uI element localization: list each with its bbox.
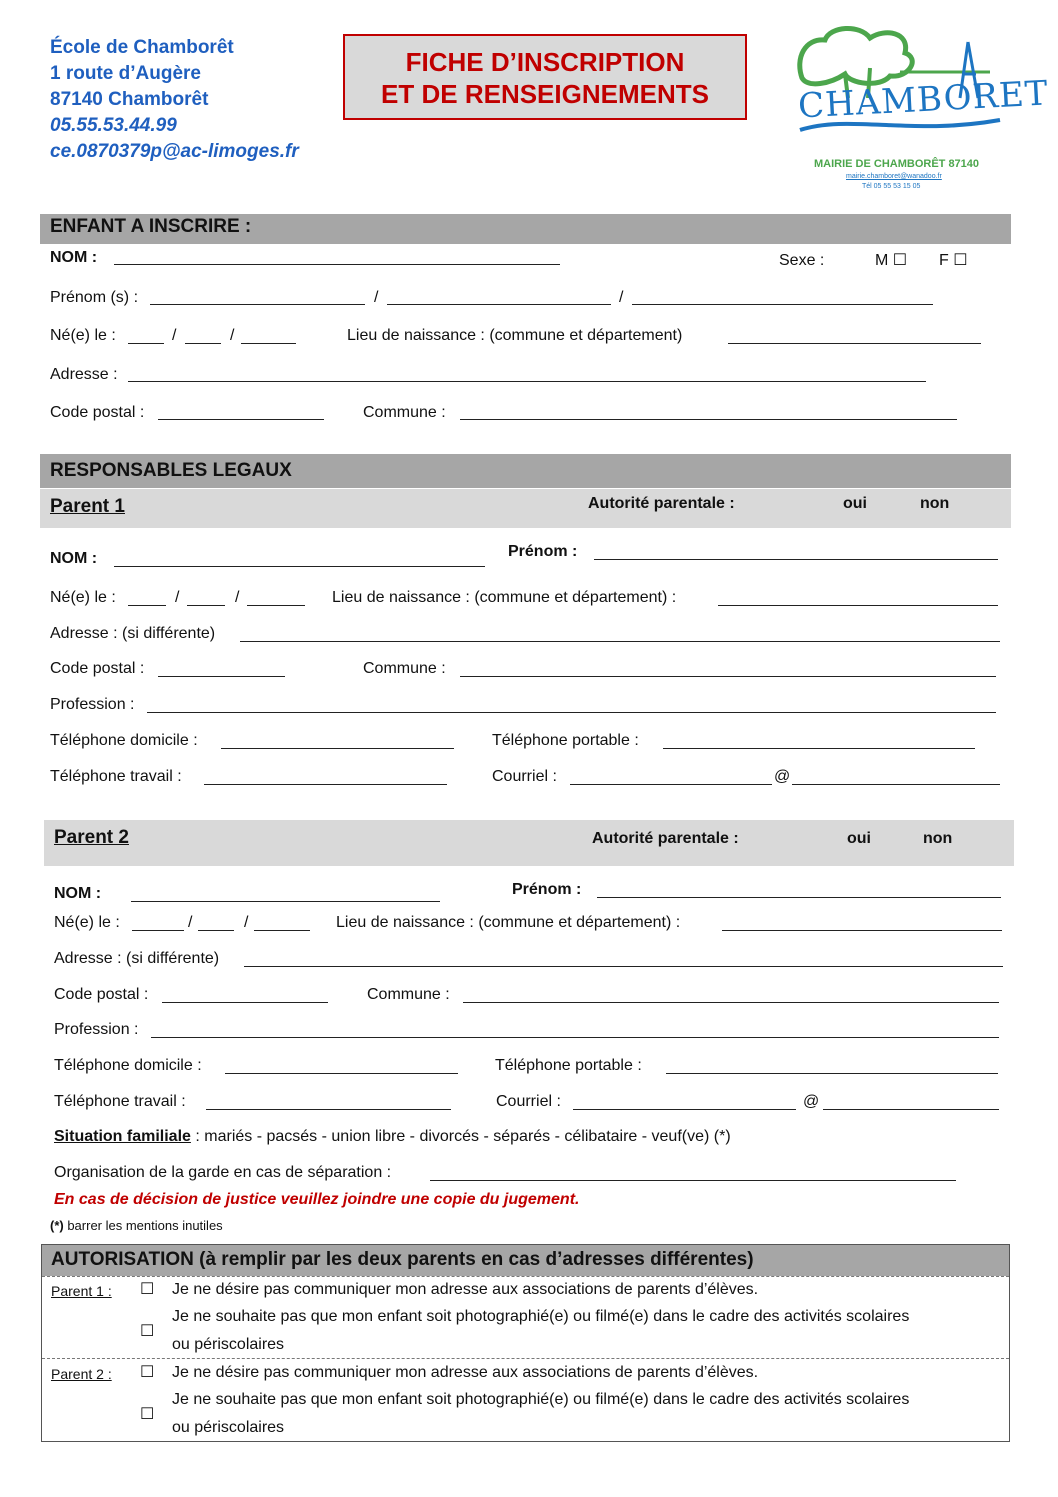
parent2-adresse-label: Adresse : (si différente): [54, 950, 220, 967]
slash: /: [172, 327, 177, 344]
parent2-prenom-label: Prénom :: [512, 881, 582, 898]
enfant-nom-label: NOM :: [50, 249, 98, 266]
enfant-sexe-m-checkbox[interactable]: M ☐: [875, 252, 908, 269]
parent2-ne-le-label: Né(e) le :: [54, 914, 120, 931]
situation-familiale: [54, 1127, 731, 1147]
parent1-mois-field[interactable]: [187, 605, 225, 606]
parent1-adresse-label: Adresse : (si différente): [50, 625, 216, 642]
autorisation-p2-photo-text2: ou périscolaires: [172, 1419, 285, 1436]
school-phone: 05.55.53.44.99: [50, 115, 177, 136]
parent1-lieu-label: Lieu de naissance : (commune et département) :: [332, 589, 677, 606]
autorisation-p2-photo-checkbox[interactable]: ☐: [140, 1406, 155, 1423]
parent2-cp-field[interactable]: [162, 1002, 328, 1003]
enfant-prenom1-field[interactable]: [150, 304, 365, 305]
enfant-adresse-label: Adresse :: [50, 366, 118, 383]
garde-field[interactable]: [430, 1180, 956, 1181]
at-sign: @: [774, 768, 791, 785]
slash: /: [619, 289, 624, 306]
logo-wordmark: CHAMBORET: [797, 73, 1050, 127]
enfant-commune-label: Commune :: [363, 404, 446, 421]
autorisation-p1-photo-checkbox[interactable]: ☐: [140, 1323, 155, 1340]
mairie-label: MAIRIE DE CHAMBORÊT 87140: [814, 158, 980, 170]
enfant-cp-label: Code postal :: [50, 404, 145, 421]
enfant-sexe-label: Sexe :: [779, 252, 825, 269]
form-title-line1: FICHE D’INSCRIPTION: [405, 47, 685, 77]
parent1-cp-label: Code postal :: [50, 660, 145, 677]
parent1-adresse-field[interactable]: [240, 641, 1000, 642]
parent1-courriel-user-field[interactable]: [570, 784, 772, 785]
parent2-tel-dom-label: Téléphone domicile :: [54, 1057, 202, 1074]
parent2-annee-field[interactable]: [254, 930, 310, 931]
parent1-tel-port-field[interactable]: [663, 748, 975, 749]
situation-familiale-options[interactable]: : mariés - pacsés - union libre - divorcés - séparés - célibataire - veuf(ve) (*): [190, 1128, 731, 1145]
parent2-prenom-field[interactable]: [597, 897, 1001, 898]
footnote: [50, 1216, 223, 1236]
justice-notice: En cas de décision de justice veuillez joindre une copie du jugement.: [54, 1191, 580, 1208]
section-enfant-title: ENFANT A INSCRIRE :: [50, 216, 252, 237]
parent2-profession-field[interactable]: [151, 1037, 999, 1038]
parent2-tel-port-field[interactable]: [666, 1073, 998, 1074]
parent2-lieu-field[interactable]: [722, 930, 1002, 931]
parent2-nom-field[interactable]: [131, 901, 440, 902]
school-name: École de Chamborêt: [50, 37, 234, 58]
enfant-jour-field[interactable]: [128, 343, 164, 344]
enfant-lieu-field[interactable]: [728, 343, 981, 344]
parent1-cp-field[interactable]: [158, 676, 285, 677]
slash: /: [230, 327, 235, 344]
parent2-tel-trav-label: Téléphone travail :: [54, 1093, 186, 1110]
parent2-title: Parent 2: [54, 827, 129, 848]
parent2-mois-field[interactable]: [198, 930, 234, 931]
autorisation-row-divider: [42, 1276, 1009, 1277]
section-responsables-title: RESPONSABLES LEGAUX: [50, 460, 292, 481]
parent2-tel-port-label: Téléphone portable :: [495, 1057, 642, 1074]
situation-familiale-label: Situation familiale: [54, 1128, 191, 1145]
enfant-prenom2-field[interactable]: [387, 304, 611, 305]
parent1-autorite-label: Autorité parentale :: [588, 495, 735, 512]
parent2-courriel-domain-field[interactable]: [823, 1109, 999, 1110]
parent1-title: Parent 1: [50, 496, 125, 517]
autorisation-p1-photo-text1: Je ne souhaite pas que mon enfant soit photographié(e) ou filmé(e) dans le cadre des activités scolaires: [172, 1308, 910, 1325]
parent1-profession-field[interactable]: [147, 712, 996, 713]
parent2-tel-dom-field[interactable]: [225, 1073, 458, 1074]
parent1-profession-label: Profession :: [50, 696, 135, 713]
mairie-tel: Tél 05 55 53 15 05: [862, 183, 921, 190]
parent2-courriel-label: Courriel :: [496, 1093, 561, 1110]
form-title-line2: ET DE RENSEIGNEMENTS: [381, 79, 709, 109]
enfant-nom-field[interactable]: [114, 264, 560, 265]
parent2-jour-field[interactable]: [132, 930, 184, 931]
parent1-annee-field[interactable]: [247, 605, 305, 606]
enfant-sexe-f-checkbox[interactable]: F ☐: [939, 252, 968, 269]
enfant-mois-field[interactable]: [185, 343, 221, 344]
parent2-profession-label: Profession :: [54, 1021, 139, 1038]
parent2-tel-trav-field[interactable]: [206, 1109, 451, 1110]
parent1-lieu-field[interactable]: [718, 605, 998, 606]
parent1-prenom-field[interactable]: [594, 559, 998, 560]
parent2-autorite-oui[interactable]: oui: [847, 830, 871, 847]
enfant-annee-field[interactable]: [241, 343, 296, 344]
parent2-adresse-field[interactable]: [244, 966, 1003, 967]
enfant-ne-le-label: Né(e) le :: [50, 327, 116, 344]
school-city: 87140 Chamborêt: [50, 89, 209, 110]
parent2-autorite-non[interactable]: non: [923, 830, 953, 847]
autorisation-row-divider: [42, 1358, 1009, 1359]
enfant-prenom3-field[interactable]: [632, 304, 933, 305]
autorisation-title: AUTORISATION (à remplir par les deux parents en cas d’adresses différentes): [51, 1249, 754, 1270]
at-sign: @: [803, 1093, 820, 1110]
parent2-commune-label: Commune :: [367, 986, 450, 1003]
enfant-commune-field[interactable]: [460, 419, 957, 420]
parent2-commune-field[interactable]: [463, 1002, 999, 1003]
parent1-autorite-non[interactable]: non: [920, 495, 950, 512]
parent2-autorite-label: Autorité parentale :: [592, 830, 739, 847]
parent1-nom-label: NOM :: [50, 550, 98, 567]
parent1-commune-label: Commune :: [363, 660, 446, 677]
autorisation-p2-adresse-checkbox[interactable]: ☐: [140, 1364, 155, 1381]
parent1-courriel-label: Courriel :: [492, 768, 557, 785]
parent1-courriel-domain-field[interactable]: [792, 784, 1000, 785]
autorisation-p2-adresse-text: Je ne désire pas communiquer mon adresse aux associations de parents d’élèves.: [172, 1364, 759, 1381]
parent1-tel-trav-field[interactable]: [204, 784, 447, 785]
slash: /: [188, 914, 193, 931]
parent1-commune-field[interactable]: [460, 676, 996, 677]
parent1-tel-dom-label: Téléphone domicile :: [50, 732, 198, 749]
slash: /: [235, 589, 240, 606]
slash: /: [374, 289, 379, 306]
autorisation-parent2-label: Parent 2 :: [51, 1366, 112, 1382]
form-title-box: [343, 34, 747, 120]
slash: /: [244, 914, 249, 931]
parent1-tel-dom-field[interactable]: [221, 748, 454, 749]
mairie-email: mairie.chamboret@wanadoo.fr: [846, 173, 942, 180]
autorisation-p1-adresse-text: Je ne désire pas communiquer mon adresse aux associations de parents d’élèves.: [172, 1281, 759, 1298]
parent2-lieu-label: Lieu de naissance : (commune et département) :: [336, 914, 681, 931]
parent1-ne-le-label: Né(e) le :: [50, 589, 116, 606]
parent2-courriel-user-field[interactable]: [573, 1109, 796, 1110]
parent1-prenom-label: Prénom :: [508, 543, 578, 560]
parent2-cp-label: Code postal :: [54, 986, 149, 1003]
footnote-text: barrer les mentions inutiles: [63, 1218, 223, 1233]
parent2-nom-label: NOM :: [54, 885, 102, 902]
parent1-nom-field[interactable]: [114, 566, 485, 567]
autorisation-p1-photo-text2: ou périscolaires: [172, 1336, 285, 1353]
autorisation-p1-adresse-checkbox[interactable]: ☐: [140, 1281, 155, 1298]
enfant-prenoms-label: Prénom (s) :: [50, 289, 139, 306]
school-street: 1 route d’Augère: [50, 63, 201, 84]
enfant-lieu-label: Lieu de naissance : (commune et département): [347, 327, 683, 344]
enfant-cp-field[interactable]: [158, 419, 324, 420]
parent1-autorite-oui[interactable]: oui: [843, 495, 867, 512]
chamboret-logo: [790, 18, 1050, 198]
school-address-block: [50, 35, 299, 165]
parent1-tel-trav-label: Téléphone travail :: [50, 768, 182, 785]
garde-label: Organisation de la garde en cas de séparation :: [54, 1164, 392, 1181]
autorisation-parent1-label: Parent 1 :: [51, 1283, 112, 1299]
school-email: ce.0870379p@ac-limoges.fr: [50, 141, 299, 162]
footnote-mark: (*): [50, 1218, 64, 1233]
parent1-tel-port-label: Téléphone portable :: [492, 732, 639, 749]
parent1-jour-field[interactable]: [128, 605, 166, 606]
autorisation-p2-photo-text1: Je ne souhaite pas que mon enfant soit photographié(e) ou filmé(e) dans le cadre des activités scolaires: [172, 1391, 910, 1408]
enfant-adresse-field[interactable]: [128, 381, 926, 382]
slash: /: [175, 589, 180, 606]
